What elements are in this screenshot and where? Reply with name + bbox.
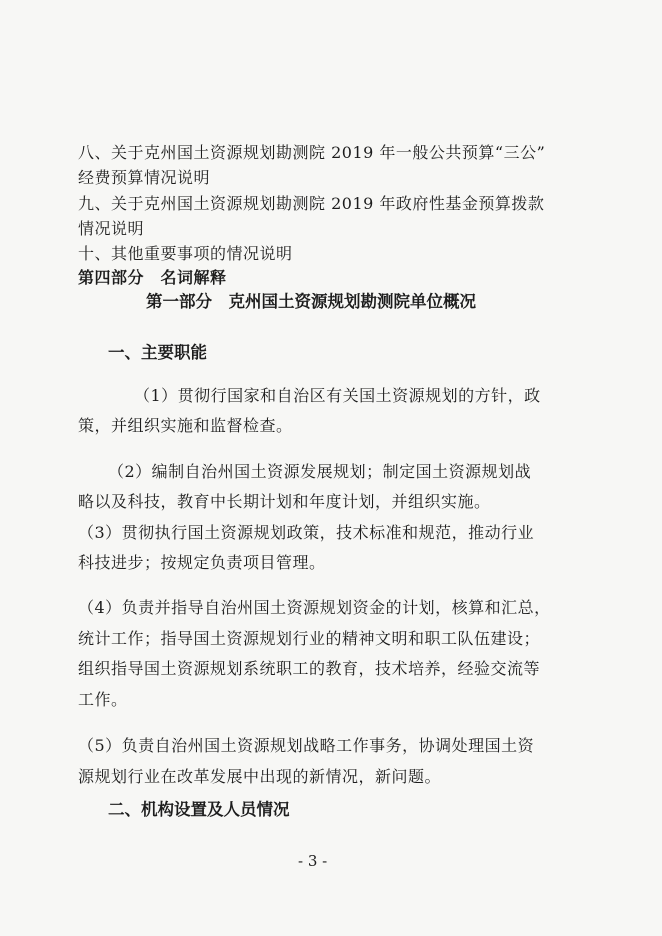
- section-2-heading: 二、机构设置及人员情况: [108, 800, 290, 819]
- duty-2-line-1: （2）编制自治州国土资源发展规划；制定国土资源规划战: [108, 462, 532, 481]
- section-1-heading: 一、主要职能: [108, 343, 207, 362]
- duty-4-line-3: 组织指导国土资源规划系统职工的教育，技术培养，经验交流等: [78, 659, 541, 678]
- duty-3-line-2: 科技进步；按规定负责项目管理。: [78, 553, 326, 572]
- duty-4-line-2: 统计工作；指导国土资源规划行业的精神文明和职工队伍建设；: [78, 629, 541, 648]
- duty-2-line-2: 略以及科技，教育中长期计划和年度计划，并组织实施。: [78, 492, 491, 511]
- duty-5-line-1: （5）负责自治州国土资源规划战略工作事务，协调处理国土资: [78, 736, 535, 755]
- toc-item-9-line-1: 九、关于克州国土资源规划勘测院 2019 年政府性基金预算拨款: [78, 194, 545, 213]
- toc-item-9-line-2: 情况说明: [78, 219, 145, 238]
- duty-1-line-2: 策，并组织实施和监督检查。: [78, 416, 293, 435]
- part-1-title: 第一部分 克州国土资源规划勘测院单位概况: [146, 292, 476, 311]
- duty-3-line-1: （3）贯彻执行国土资源规划政策，技术标准和规范，推动行业: [78, 523, 535, 542]
- toc-item-8-line-2: 经费预算情况说明: [78, 168, 211, 187]
- duty-4-line-4: 工作。: [78, 690, 128, 709]
- toc-item-8-line-1: 八、关于克州国土资源规划勘测院 2019 年一般公共预算“三公”: [78, 143, 546, 162]
- page-number: - 3 -: [298, 852, 328, 870]
- toc-part-4-heading: 第四部分 名词解释: [78, 268, 227, 287]
- duty-1-line-1: （1）贯彻行国家和自治区有关国土资源规划的方针，政: [134, 386, 541, 405]
- duty-4-line-1: （4）负责并指导自治州国土资源规划资金的计划，核算和汇总，: [78, 598, 551, 617]
- duty-5-line-2: 源规划行业在改革发展中出现的新情况，新问题。: [78, 767, 442, 786]
- toc-item-10: 十、其他重要事项的情况说明: [78, 244, 293, 263]
